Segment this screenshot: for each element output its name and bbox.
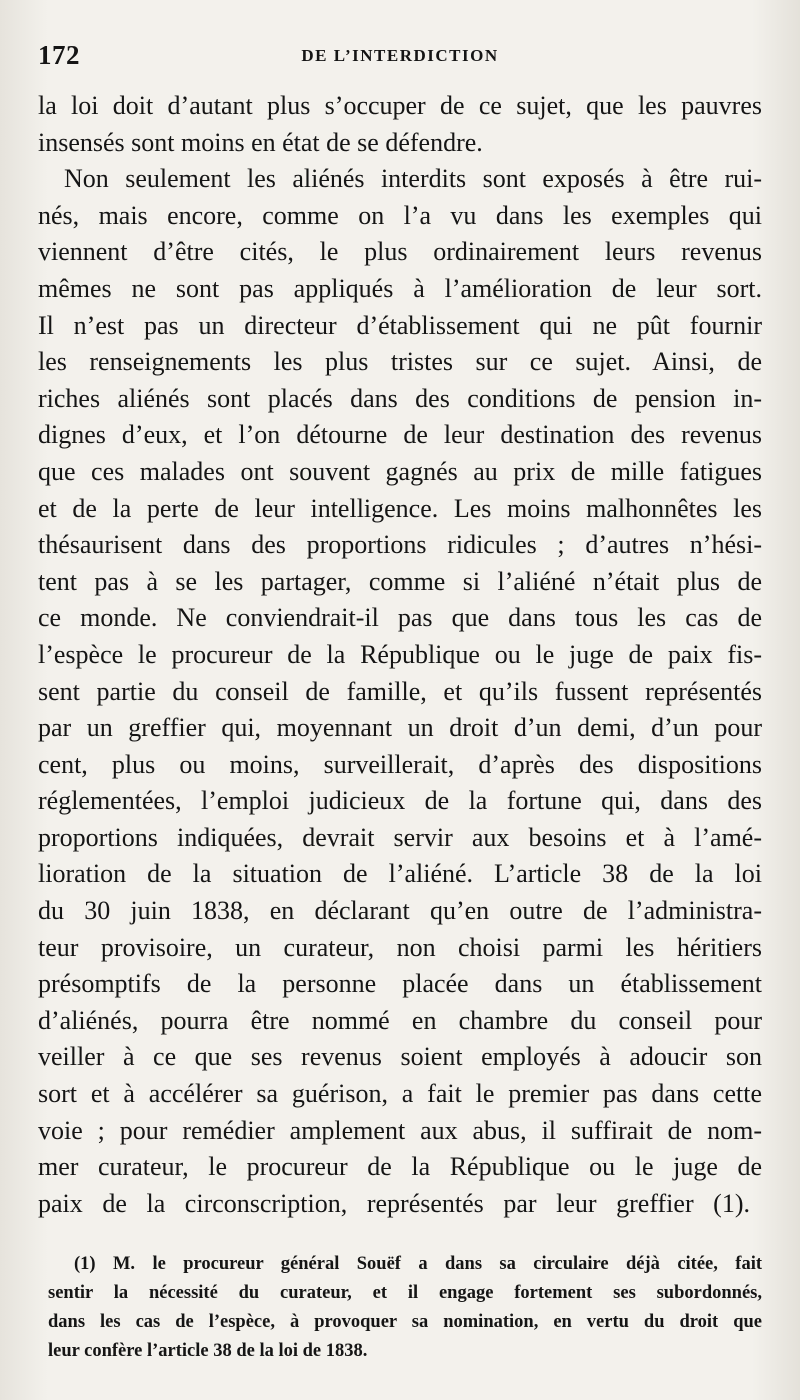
text-line: insensés sont moins en état de se défendre.	[38, 127, 483, 157]
text-line: réglementées, l’emploi judicieux de la fortune qui, dans des	[38, 786, 762, 816]
page-number: 172	[38, 40, 80, 70]
text-line: lioration de la situation de l’aliéné. L’article 38 de la loi	[38, 859, 762, 889]
text-line: proportions indiquées, devrait servir aux besoins et à l’amé-	[38, 822, 762, 852]
text-line: mêmes ne sont pas appliqués à l’amélioration de leur sort.	[38, 273, 762, 303]
text-line: paix de la circonscription, représentés par leur greffier (1).	[38, 1188, 750, 1218]
text-line: et de la perte de leur intelligence. Les moins malhonnêtes les	[38, 493, 762, 523]
text-line: par un greffier qui, moyennant un droit d’un demi, d’un pour	[38, 713, 762, 743]
text-line: dignes d’eux, et l’on détourne de leur destination des revenus	[38, 420, 762, 450]
text-line: sent partie du conseil de famille, et qu’ils fussent représentés	[38, 676, 762, 706]
text-line: viennent d’être cités, le plus ordinairement leurs revenus	[38, 237, 762, 267]
text-line: du 30 juin 1838, en déclarant qu’en outre de l’administra-	[38, 896, 762, 926]
text-line: veiller à ce que ses revenus soient employés à adoucir son	[38, 1042, 762, 1072]
running-title: DE L’INTERDICTION	[301, 46, 499, 65]
text-line: présomptifs de la personne placée dans un établissement	[38, 969, 762, 999]
text-line: sort et à accélérer sa guérison, a fait le premier pas dans cette	[38, 1079, 762, 1109]
text-line: ce monde. Ne conviendrait-il pas que dans tous les cas de	[38, 603, 762, 633]
text-line: tent pas à se les partager, comme si l’aliéné n’était plus de	[38, 566, 762, 596]
text-line: d’aliénés, pourra être nommé en chambre du conseil pour	[38, 1005, 762, 1035]
text-line: que ces malades ont souvent gagnés au prix de mille fatigues	[38, 456, 762, 486]
text-line: l’espèce le procureur de la République ou le juge de paix fis-	[38, 639, 762, 669]
text-line: Non seulement les aliénés interdits sont exposés à être rui-	[64, 164, 762, 194]
body-text	[38, 88, 762, 1234]
page-header	[38, 40, 762, 76]
footnote-line: dans les cas de l’espèce, à provoquer sa nomination, en vertu du droit que	[48, 1312, 762, 1332]
text-line: nés, mais encore, comme on l’a vu dans les exemples qui	[38, 200, 762, 230]
text-line: les renseignements les plus tristes sur ce sujet. Ainsi, de	[38, 347, 762, 377]
footnote-line: (1) M. le procureur général Souëf a dans sa circulaire déjà citée, fait	[74, 1254, 762, 1274]
text-line: riches aliénés sont placés dans des conditions de pension in-	[38, 383, 762, 413]
text-line: voie ; pour remédier amplement aux abus, il suffirait de nom-	[38, 1115, 762, 1145]
footnote-line: sentir la nécessité du curateur, et il engage fortement ses subordonnés,	[48, 1283, 762, 1303]
text-line: cent, plus ou moins, surveillerait, d’après des dispositions	[38, 749, 762, 779]
footnote	[48, 1250, 762, 1380]
text-line: la loi doit d’autant plus s’occuper de ce sujet, que les pauvres	[38, 91, 762, 120]
text-line: teur provisoire, un curateur, non choisi parmi les héritiers	[38, 932, 762, 962]
text-line: thésaurisent dans des proportions ridicules ; d’autres n’hési-	[38, 530, 762, 560]
text-line: mer curateur, le procureur de la République ou le juge de	[38, 1152, 762, 1182]
footnote-line: leur confère l’article 38 de la loi de 1838.	[48, 1341, 368, 1361]
text-line: Il n’est pas un directeur d’établissement qui ne pût fournir	[38, 310, 762, 340]
